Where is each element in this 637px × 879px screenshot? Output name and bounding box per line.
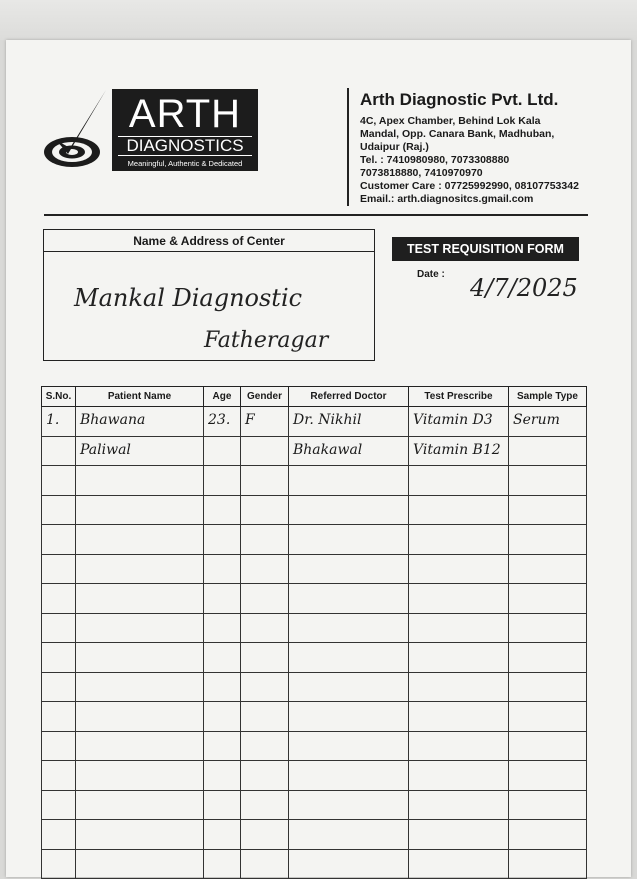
cell [289,525,409,555]
cell [76,731,204,761]
cell [509,554,587,584]
col-referred-doctor: Referred Doctor [289,387,409,407]
cell [42,525,76,555]
table-row [42,672,587,702]
logo-arth-text: ARTH [128,92,242,136]
cell [241,761,289,791]
cell [289,672,409,702]
cell [76,702,204,732]
paper-background-top [0,0,637,40]
cell [204,613,241,643]
cell [409,525,509,555]
cell [409,790,509,820]
cell-text: Serum [513,412,560,428]
cell-test-prescribe [409,407,509,437]
date-value-handwritten: 4/7/2025 [470,274,578,302]
cell [76,790,204,820]
company-info [360,90,620,206]
cell [76,761,204,791]
table-row [42,702,587,732]
cell [42,820,76,850]
customer-care-line: Customer Care : 07725992990, 08107753342 [360,180,579,192]
cell [76,525,204,555]
cell [509,672,587,702]
center-address-handwritten: Fatheragar [204,328,329,353]
table-row [42,525,587,555]
cell [509,643,587,673]
cell [42,731,76,761]
cell [409,466,509,496]
email-line: Email.: arth.diagnositcs.gmail.com [360,193,534,205]
col-sample-type: Sample Type [509,387,587,407]
cell [241,672,289,702]
cell [289,554,409,584]
cell [509,761,587,791]
phone-line: Tel. : 7410980980, 7073308880 [360,154,510,166]
col-gender: Gender [241,387,289,407]
cell [409,643,509,673]
logo-tagline: Meaningful, Authentic & Dedicated [127,159,243,168]
cell [42,554,76,584]
cell [241,466,289,496]
cell [42,613,76,643]
cell [76,584,204,614]
target-check-icon [42,88,108,172]
col-test-prescribe: Test Prescribe [409,387,509,407]
cell-text: Paliwal [80,441,131,458]
patient-table [41,386,587,879]
cell-sample-type [509,436,587,466]
cell [289,466,409,496]
cell [509,820,587,850]
cell [509,731,587,761]
cell [204,554,241,584]
header-rule [44,214,588,216]
cell [42,672,76,702]
table-row [42,643,587,673]
cell [509,466,587,496]
cell [409,702,509,732]
col-age: Age [204,387,241,407]
cell-test-prescribe [409,436,509,466]
cell [409,761,509,791]
cell-text: Bhawana [80,412,146,428]
cell [204,643,241,673]
table-row [42,849,587,879]
cell [76,495,204,525]
cell [42,761,76,791]
cell [289,790,409,820]
cell-text: F [245,412,255,428]
table-row [42,584,587,614]
cell-age [204,407,241,437]
cell-age [204,436,241,466]
table-row [42,436,587,466]
cell [76,613,204,643]
table-row [42,495,587,525]
cell [204,761,241,791]
cell [409,554,509,584]
cell [289,495,409,525]
cell [289,761,409,791]
center-address-box [43,229,375,361]
cell [204,525,241,555]
cell [509,790,587,820]
cell [42,495,76,525]
cell [241,495,289,525]
cell [241,849,289,879]
table-row [42,761,587,791]
cell-patient-name [76,407,204,437]
cell [42,643,76,673]
form-title: TEST REQUISITION FORM [392,237,579,261]
cell-referred-doctor [289,436,409,466]
cell [204,495,241,525]
table-row [42,613,587,643]
cell-gender [241,436,289,466]
cell [42,584,76,614]
cell [409,849,509,879]
cell [509,702,587,732]
center-name-handwritten: Mankal Diagnostic [74,284,303,312]
table-row [42,790,587,820]
cell [241,554,289,584]
cell [289,702,409,732]
cell [241,820,289,850]
cell [42,702,76,732]
cell [409,672,509,702]
cell [241,790,289,820]
cell [509,584,587,614]
cell [76,672,204,702]
cell [289,613,409,643]
cell [204,849,241,879]
table-row [42,466,587,496]
cell [42,466,76,496]
cell [509,495,587,525]
cell [289,643,409,673]
cell-referred-doctor [289,407,409,437]
table-row [42,554,587,584]
cell-text: Bhakawal [293,441,363,458]
col-sno: S.No. [42,387,76,407]
cell [289,849,409,879]
table-header-row [42,387,587,407]
cell [289,731,409,761]
cell [204,584,241,614]
address-line: Udaipur (Raj.) [360,141,429,153]
cell [409,495,509,525]
cell [241,525,289,555]
cell [76,554,204,584]
cell [42,849,76,879]
cell-text: 1. [46,412,60,428]
cell [204,672,241,702]
table-row [42,820,587,850]
cell [289,820,409,850]
phone-line: 7073818880, 7410970970 [360,167,483,179]
cell [76,849,204,879]
cell-sample-type [509,407,587,437]
cell [241,702,289,732]
cell [204,790,241,820]
cell [204,702,241,732]
address-line: 4C, Apex Chamber, Behind Lok Kala [360,115,541,127]
company-name: Arth Diagnostic Pvt. Ltd. [360,90,559,109]
cell [241,584,289,614]
arth-logo [112,89,258,171]
date-label: Date : [417,269,445,280]
cell-text: 23. [208,412,231,428]
cell [409,820,509,850]
address-line: Mandal, Opp. Canara Bank, Madhuban, [360,128,555,140]
cell-sno [42,407,76,437]
cell [409,613,509,643]
cell [204,820,241,850]
cell-gender [241,407,289,437]
cell [409,584,509,614]
cell [42,790,76,820]
header-divider [347,88,349,206]
cell-patient-name [76,436,204,466]
cell [289,584,409,614]
table-row [42,731,587,761]
cell [241,613,289,643]
cell-sno [42,436,76,466]
cell [409,731,509,761]
cell [509,849,587,879]
cell [241,643,289,673]
cell [241,731,289,761]
cell [509,525,587,555]
cell [204,466,241,496]
table-row [42,407,587,437]
center-box-title: Name & Address of Center [44,230,374,252]
cell [509,613,587,643]
cell [76,643,204,673]
cell-text: Dr. Nikhil [293,412,362,428]
cell [76,466,204,496]
cell-text: Vitamin D3 [413,412,493,428]
col-patient-name: Patient Name [76,387,204,407]
cell [76,820,204,850]
logo-diagnostics-text: DIAGNOSTICS [118,136,252,156]
cell [204,731,241,761]
cell-text: Vitamin B12 [413,441,501,458]
